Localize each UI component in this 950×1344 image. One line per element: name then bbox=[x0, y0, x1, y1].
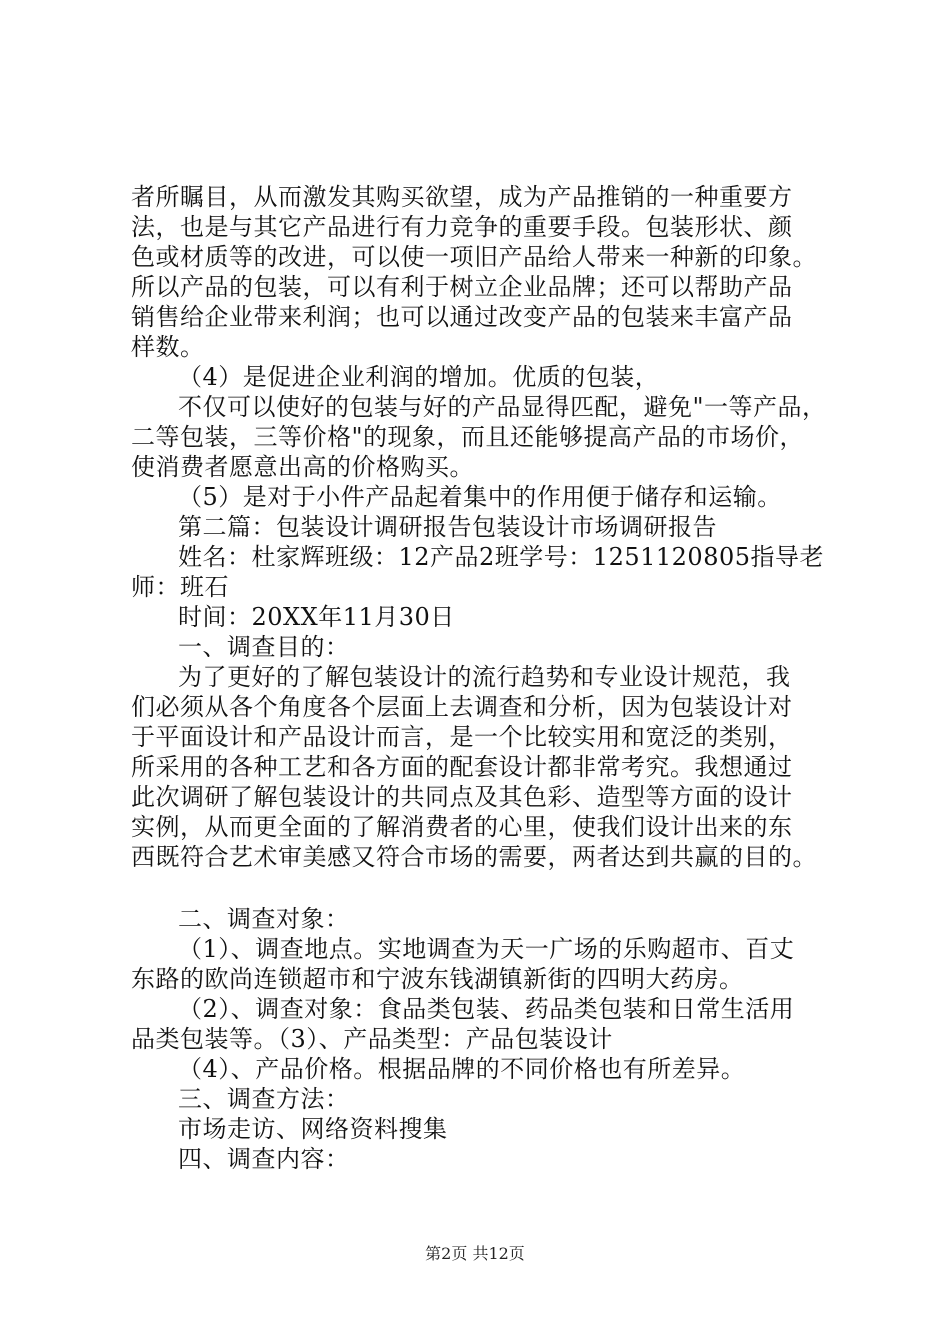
text-line: （1）、调查地点。实地调查为天一广场的乐购超市、百丈 bbox=[178, 935, 795, 963]
text-line: 市场走访、网络资料搜集 bbox=[178, 1115, 448, 1143]
text-line: 样数。 bbox=[131, 333, 205, 361]
text-line: （5）是对于小件产品起着集中的作用便于储存和运输。 bbox=[178, 483, 782, 511]
text-line: 们必须从各个角度各个层面上去调查和分析，因为包装设计对 bbox=[131, 693, 793, 721]
text-line: 不仅可以使好的包装与好的产品显得匹配，避免"一等产品， bbox=[178, 393, 827, 421]
text-line: 法，也是与其它产品进行有力竞争的重要手段。包装形状、颜 bbox=[131, 213, 793, 241]
section-heading: 二、调查对象： bbox=[178, 905, 350, 933]
text-line: （4）是促进企业利润的增加。优质的包装， bbox=[178, 363, 660, 391]
text-line: 为了更好的了解包装设计的流行趋势和专业设计规范，我 bbox=[178, 663, 791, 691]
text-line: 此次调研了解包装设计的共同点及其色彩、造型等方面的设计 bbox=[131, 783, 793, 811]
text-line: 使消费者愿意出高的价格购买。 bbox=[131, 453, 474, 481]
text-line: 姓名：杜家辉班级：12产品2班学号：1251120805指导老 bbox=[178, 543, 825, 571]
text-line: 东路的欧尚连锁超市和宁波东钱湖镇新街的四明大药房。 bbox=[131, 965, 744, 993]
text-line: （2）、调查对象：食品类包装、药品类包装和日常生活用 bbox=[178, 995, 795, 1023]
section-heading: 三、调查方法： bbox=[178, 1085, 350, 1113]
section-heading: 第二篇：包装设计调研报告包装设计市场调研报告 bbox=[178, 513, 717, 541]
text-line: 所以产品的包装，可以有利于树立企业品牌；还可以帮助产品 bbox=[131, 273, 793, 301]
text-line: （4）、产品价格。根据品牌的不同价格也有所差异。 bbox=[178, 1055, 746, 1083]
text-line: 者所瞩目，从而激发其购买欲望，成为产品推销的一种重要方 bbox=[131, 183, 793, 211]
text-line: 西既符合艺术审美感又符合市场的需要，两者达到共赢的目的。 bbox=[131, 843, 817, 871]
text-line: 所采用的各种工艺和各方面的配套设计都非常考究。我想通过 bbox=[131, 753, 793, 781]
text-line: 色或材质等的改进，可以使一项旧产品给人带来一种新的印象。 bbox=[131, 243, 817, 271]
text-line: 时间：20XX年11月30日 bbox=[178, 603, 455, 631]
text-line: 实例，从而更全面的了解消费者的心里，使我们设计出来的东 bbox=[131, 813, 793, 841]
text-line: 品类包装等。（3）、产品类型：产品包装设计 bbox=[131, 1025, 613, 1053]
text-line: 于平面设计和产品设计而言，是一个比较实用和宽泛的类别， bbox=[131, 723, 793, 751]
section-heading: 一、调查目的： bbox=[178, 633, 350, 661]
text-line: 销售给企业带来利润；也可以通过改变产品的包装来丰富产品 bbox=[131, 303, 793, 331]
section-heading: 四、调查内容： bbox=[178, 1145, 350, 1173]
text-line: 二等包装，三等价格"的现象，而且还能够提高产品的市场价， bbox=[131, 423, 805, 451]
page-footer: 第2页 共12页 bbox=[425, 1244, 525, 1263]
text-line: 师：班石 bbox=[131, 573, 229, 601]
